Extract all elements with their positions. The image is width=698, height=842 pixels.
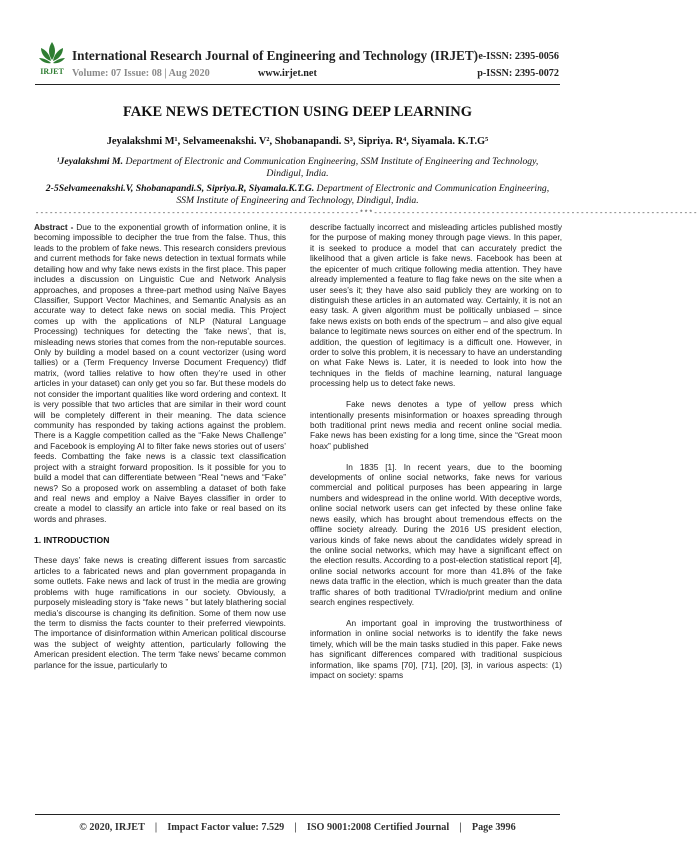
section-separator: ---------------------------------------------------------------------***---------------------------------------------------------------------	[35, 210, 698, 218]
left-column	[34, 222, 286, 670]
journal-title: International Research Journal of Engineering and Technology (IRJET)	[72, 48, 479, 63]
affiliation-1-text: Department of Electronic and Communication Engineering, SSM Institute of Engineering and Technology, Dindigul, India.	[125, 156, 539, 179]
right-paragraph-1: describe factually incorrect and misleading articles published mostly for the purpose of making money through page views. In this paper, it is seeked to produce a model that can accurately predict the likelihood that a given article is fake news. Facebook has been at the epicenter of much critique following media attention. They have already implemented a feature to flag fake news on the site when a user sees’s it; they have also said publicly they are working on to distinguish these articles in an automated way. Certainly, it is not an easy task. A given algorithm must be politically unbiased – since fake news exists on both ends of the spectrum – and also give equal balance to legitimate news sources on either end of the spectrum. In addition, the question of legitimacy is a difficult one. However, in order to solve this problem, it is necessary to have an understanding on what Fake News is. Later, it is needed to look into how the techniques in the fields of machine learning, natural language processing help us to detect fake news.	[310, 222, 562, 389]
right-paragraph-3: In 1835 [1]. In recent years, due to the booming developments of online social networks, fake news for various commercial and political purposes has been appearing in large numbers and widespread in the online world. With deceptive words, online social network users can get infected by these online fake news easily, which has brought about tremendous effects on the offline society already. During the 2016 US president election, various kinds of fake news about the candidates widely spread in the online social networks, which may have a significant effect on the election results. According to a post-election statistical report [4], online social networks account for more than 41.8% of the fake news data traffic in the election, which is much greater than the data traffic shares of both traditional TV/radio/print medium and online search engines respectively.	[310, 461, 562, 608]
right-column	[310, 222, 562, 680]
logo-text: IRJET	[40, 67, 64, 76]
affiliation-1	[40, 156, 555, 180]
abstract-paragraph	[34, 222, 286, 524]
paper-title: FAKE NEWS DETECTION USING DEEP LEARNING	[122, 104, 472, 120]
intro-paragraph-1: These days’ fake news is creating different issues from sarcastic articles to a fabricated news and plan government propaganda in some outlets. Fake news and lack of trust in the media are growing problems with huge ramifications in our society. Obviously, a purposely misleading story is “fake news ” but lately blathering social media’s discourse is changing its definition. Some of them now use the term to dismiss the facts counter to their preferred viewpoints. The importance of disinformation within American political discourse was the subject of weighty attention, particularly following the American president election. The term ‘fake news’ became common parlance for the issue, particularly to	[34, 555, 286, 670]
affiliation-1-name: ¹Jeyalakshmi M.	[56, 156, 124, 167]
page-footer: © 2020, IRJET | Impact Factor value: 7.529 | ISO 9001:2008 Certified Journal | Page 3996	[79, 822, 516, 833]
p-issn: p-ISSN: 2395-0072	[477, 68, 559, 79]
e-issn: e-ISSN: 2395-0056	[478, 51, 559, 62]
volume-issue: Volume: 07 Issue: 08 | Aug 2020	[72, 68, 210, 79]
journal-website: www.irjet.net	[258, 68, 317, 79]
header-rule	[35, 84, 560, 85]
abstract-label: Abstract -	[34, 222, 74, 232]
affiliation-2	[40, 183, 555, 207]
author-list: Jeyalakshmi M¹, Selvameenakshi. V², Shobanapandi. S³, Sipriya. R⁴, Siyamala. K.T.G⁵	[106, 136, 489, 147]
affiliation-2-text: Department of Electronic and Communication Engineering, SSM Institute of Engineering and Technology, Dindigul, India.	[176, 183, 550, 206]
irjet-logo	[37, 40, 67, 82]
footer-rule	[35, 814, 560, 815]
right-paragraph-4: An important goal in improving the trustworthiness of information in online social networks is to identify the fake news timely, which will be the main tasks studied in this paper. Fake news has significant differences compared with traditional suspicious information, like spams [70], [71], [20], [3], in various aspects: (1) impact on society: spams	[310, 617, 562, 681]
right-paragraph-2: Fake news denotes a type of yellow press which intentionally presents misinformation or hoaxes spreading through both traditional print news media and recent online social media. Fake news has been existing for a long time, since the “Great moon hoax” published	[310, 399, 562, 451]
abstract-text: Due to the exponential growth of information online, it is becoming impossible to decipher the true from the false. Thus, this leads to the problem of fake news. This research considers previous and current methods for fake news detection in textual formats while detailing how and why fake news exists in the first place. This paper includes a discussion on Linguistic Cue and Network Analysis approaches, and proposes a three-part method using Naïve Bayes Classifier, Support Vector Machines, and Semantic Analysis as an accurate way to detect fake news on social media. This Project comes up with the applications of NLP (Natural Language Processing) techniques for detecting the ‘fake news’, that is, misleading news stories that comes from the non-reputable sources. Only by building a model based on a count vectorizer (using word tallies) or a (Term Frequency Inverse Document Frequency) tfidf matrix, (word tallies relative to how often they’re used in other articles in your dataset) can only get you so far. But these models do not consider the important qualities like word ordering and context. It is very possible that two articles that are similar in their word count will be completely different in their meaning. The data science community has responded by taking actions against the problem. There is a Kaggle competition called as the “Fake News Challenge” and Facebook is employing AI to filter fake news stories out of users’ feeds. Combatting the fake news is a classic text classification project with a straight forward proposition. Is it possible for you to build a model that can differentiate between “Real “news and “Fake” news? So a proposed work on assembling a dataset of both fake and real news and employ a Naive Bayes classifier in order to create a model to classify an article into fake or real based on its words and phrases.	[34, 222, 286, 524]
section-heading-introduction: 1. INTRODUCTION	[34, 534, 110, 545]
affiliation-2-name: 2-5Selvameenakshi.V, Shobanapandi.S, Sipriya.R, Siyamala.K.T.G.	[45, 183, 315, 194]
